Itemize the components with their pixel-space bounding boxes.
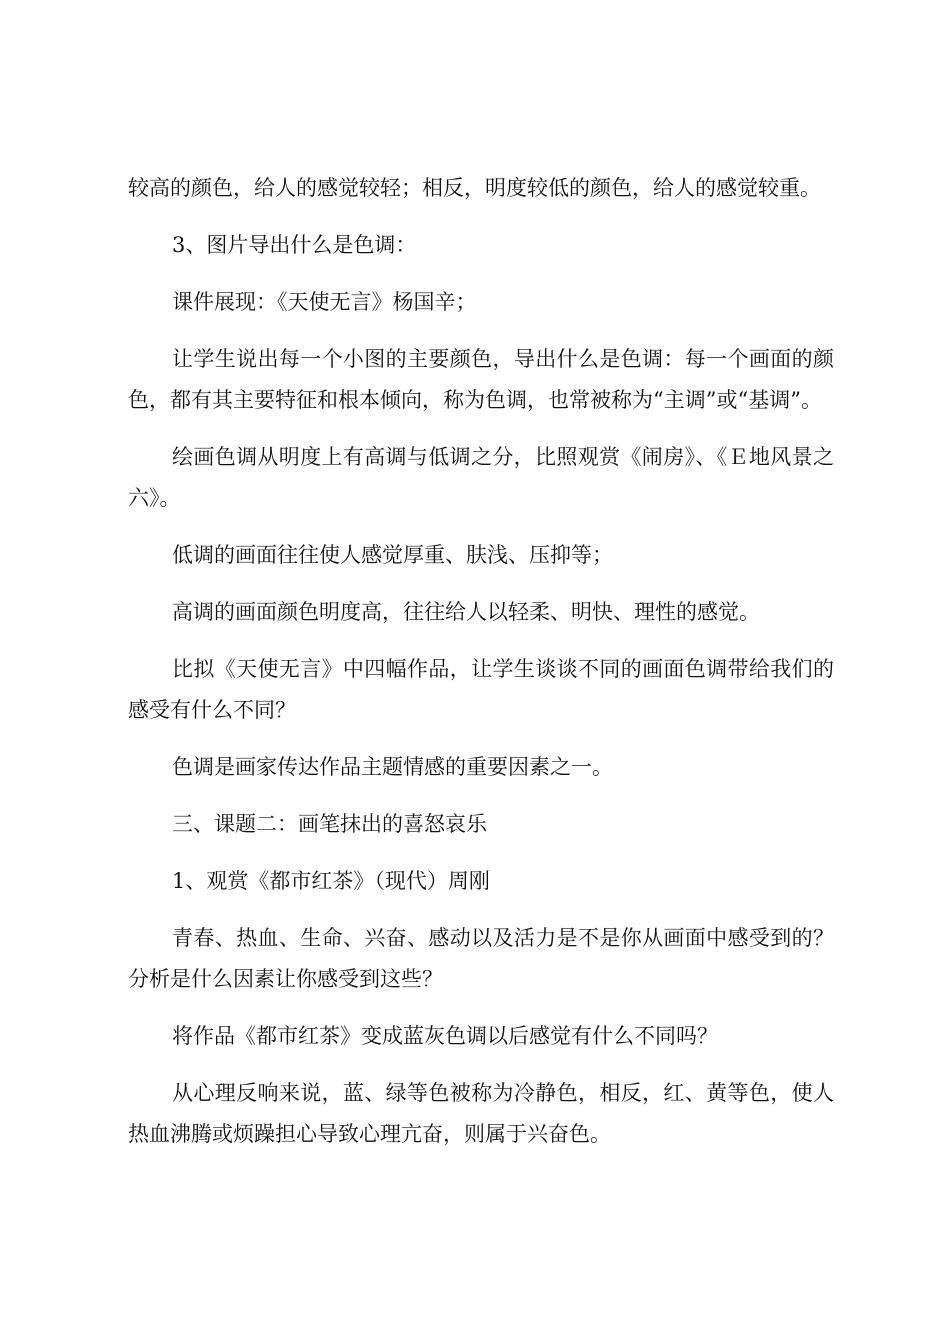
document-body [128, 168, 834, 1171]
paragraph-7: 高调的画面颜色明度高，往往给人以轻柔、明快、理性的感觉。 [172, 600, 760, 624]
paragraph-12: 青春、热血、生命、兴奋、感动以及活力是不是你从画面中感受到的？分析是什么因素让你感受到这些？ [128, 926, 834, 991]
paragraph-13: 将作品《都市红茶》变成蓝灰色调以后感觉有什么不同吗？ [172, 1024, 718, 1048]
paragraph-6: 低调的画面往往使人感觉厚重、肤浅、压抑等； [172, 543, 613, 567]
paragraph-3: 课件展现：《天使无言》杨国辛； [172, 290, 477, 314]
paragraph-5: 绘画色调从明度上有高调与低调之分，比照观赏《闹房》、《Ｅ地风景之六》。 [128, 445, 834, 510]
paragraph-2: 3、图片导出什么是色调： [172, 233, 417, 257]
paragraph-9: 色调是画家传达作品主题情感的重要因素之一。 [172, 755, 613, 779]
paragraph-14: 从心理反响来说，蓝、绿等色被称为冷静色，相反，红、黄等色，使人热血沸腾或烦躁担心导致心理亢奋，则属于兴奋色。 [128, 1081, 834, 1146]
paragraph-11: 1、观赏《都市红茶》（现代）周刚 [172, 869, 490, 893]
paragraph-10: 三、课题二：画笔抹出的喜怒哀乐 [172, 812, 487, 836]
paragraph-1: 较高的颜色，给人的感觉较轻；相反，明度较低的颜色，给人的感觉较重。 [128, 176, 821, 200]
paragraph-4: 让学生说出每一个小图的主要颜色，导出什么是色调：每一个画面的颜色，都有其主要特征和根本倾向，称为色调，也常被称为“主调”或“基调”。 [128, 347, 834, 412]
paragraph-8: 比拟《天使无言》中四幅作品，让学生谈谈不同的画面色调带给我们的感受有什么不同？ [128, 657, 834, 722]
